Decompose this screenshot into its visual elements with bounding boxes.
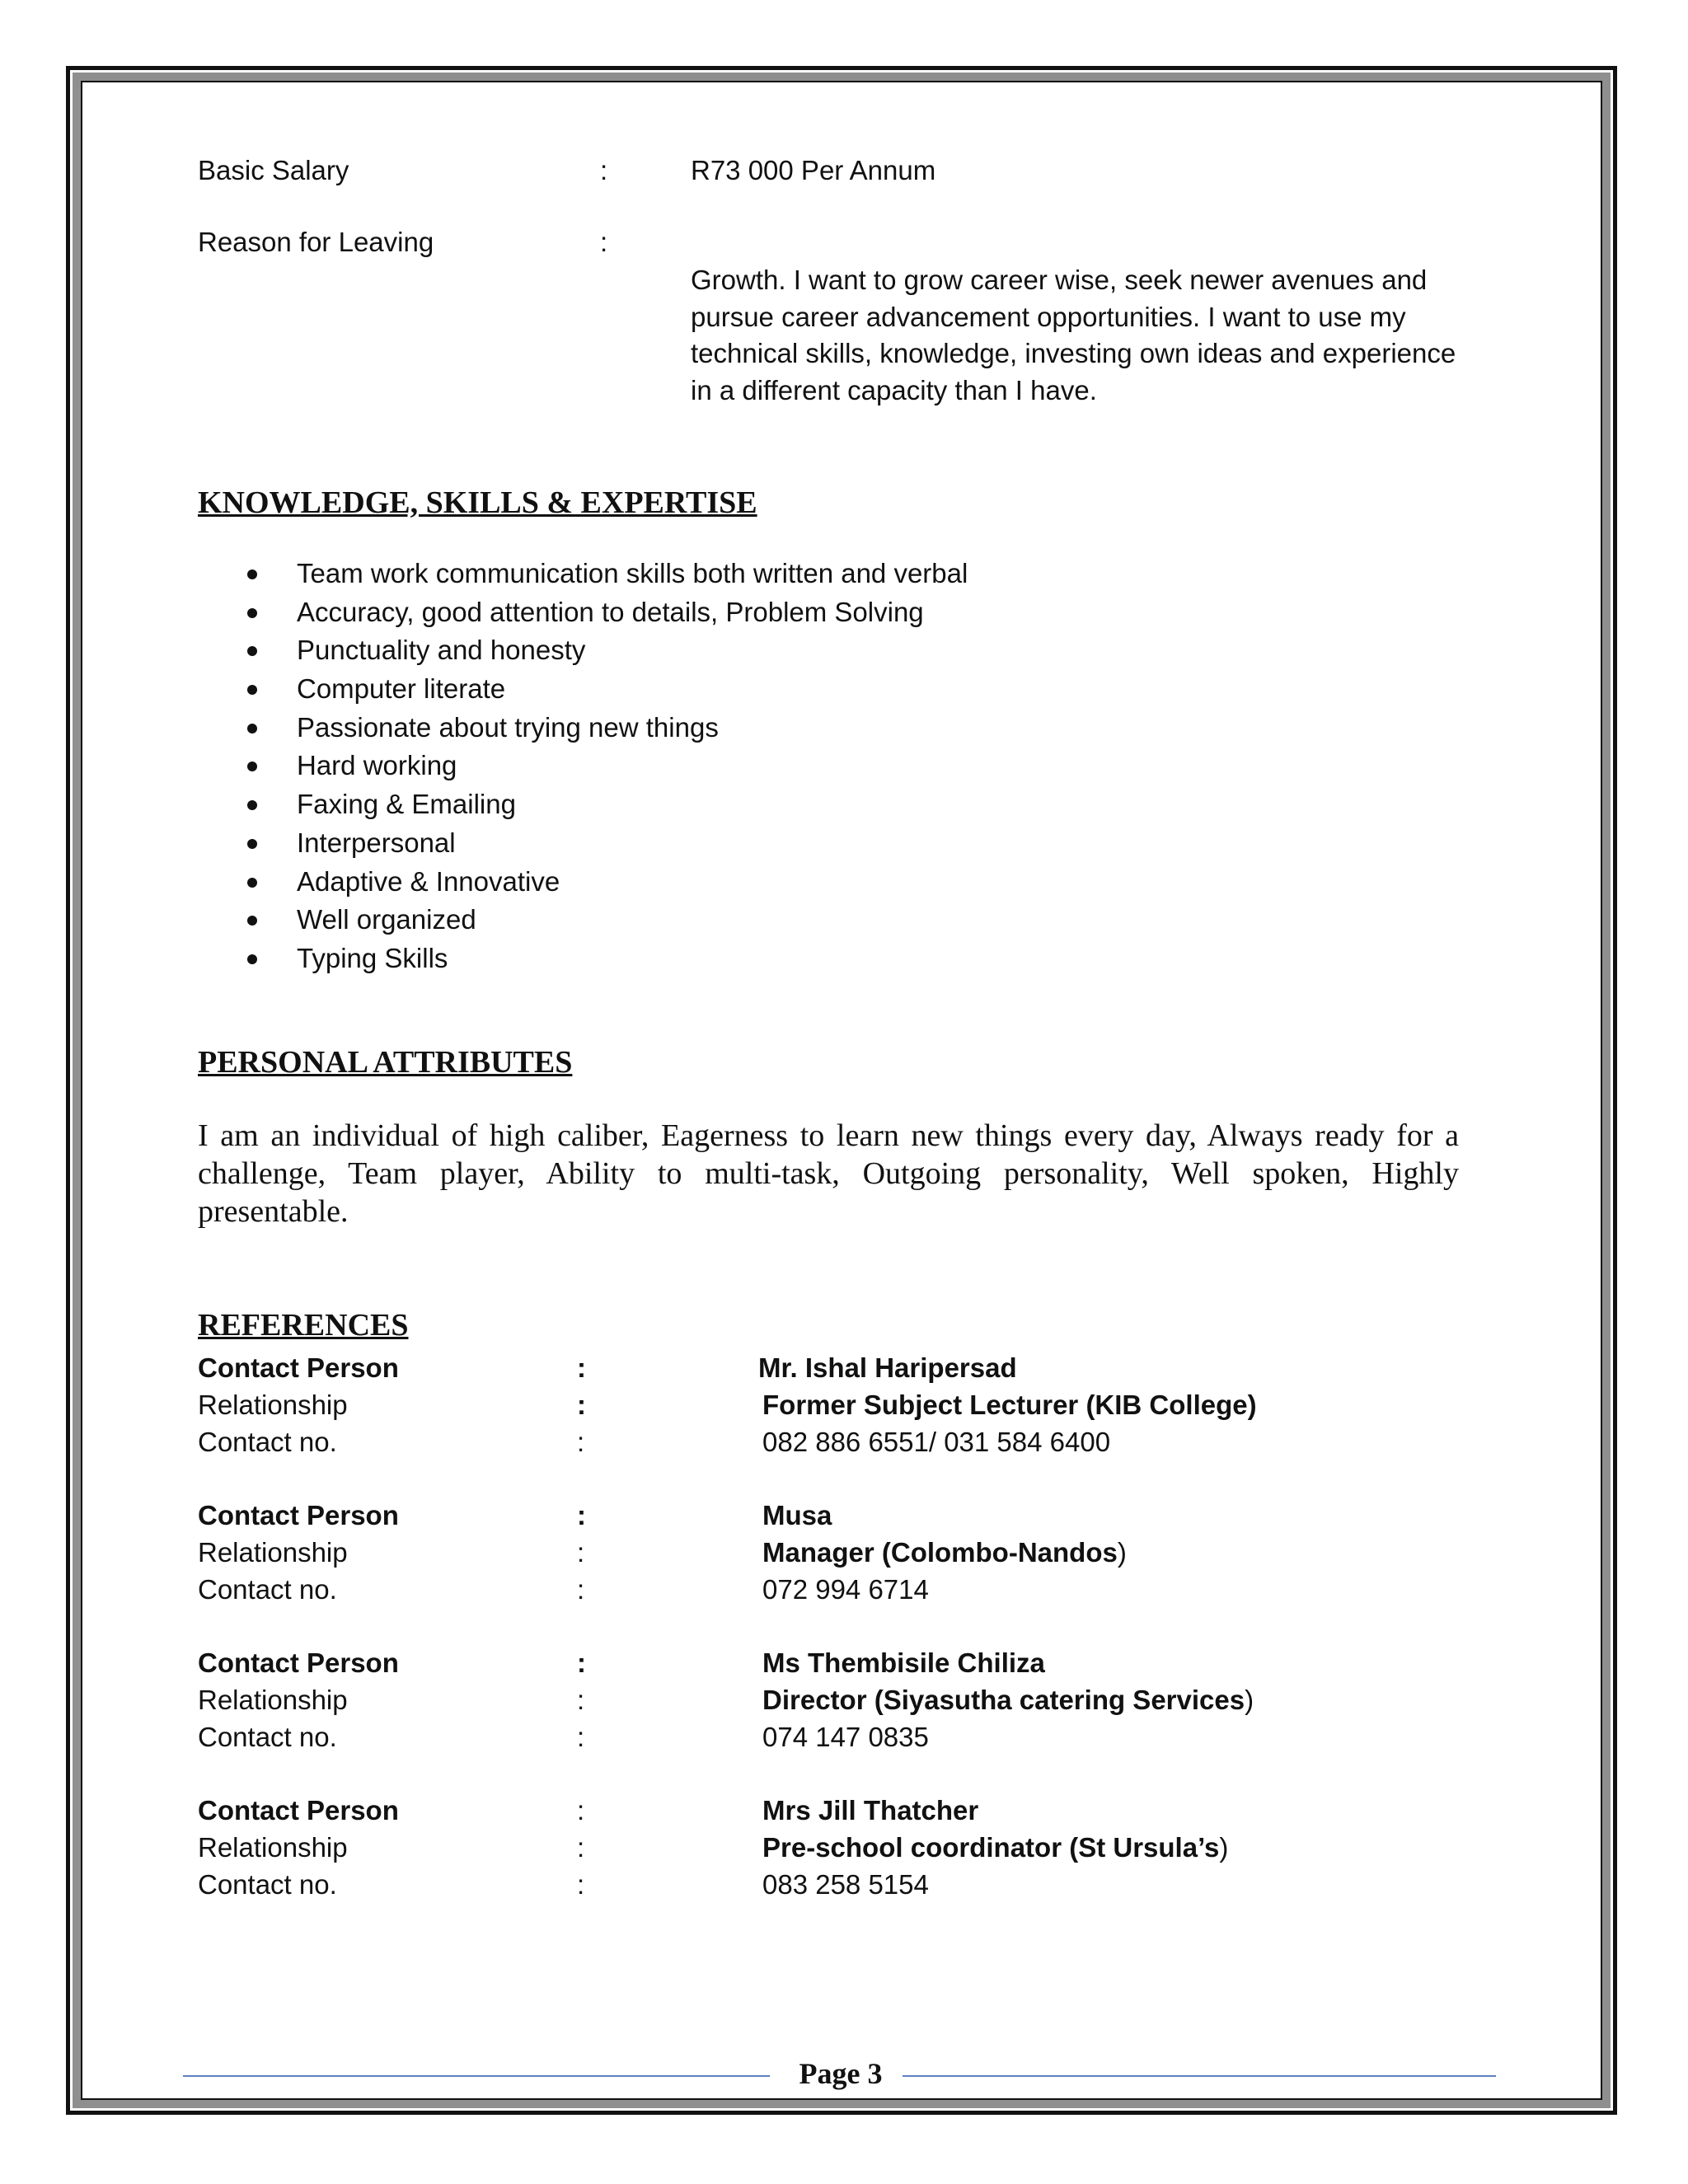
ref-contact-no-label: Contact no. bbox=[198, 1869, 337, 1900]
bullet-icon bbox=[247, 954, 257, 964]
skill-item: Passionate about trying new things bbox=[247, 709, 968, 748]
skill-item: Adaptive & Innovative bbox=[247, 863, 968, 902]
skills-heading: KNOWLEDGE, SKILLS & EXPERTISE bbox=[198, 485, 757, 520]
ref-relationship-label: Relationship bbox=[198, 1685, 348, 1715]
bullet-icon bbox=[247, 685, 257, 695]
ref-relationship: Pre-school coordinator (St Ursula’s) bbox=[762, 1832, 1229, 1863]
ref-phone: 074 147 0835 bbox=[762, 1722, 929, 1752]
ref-colon: : bbox=[577, 1647, 586, 1678]
ref-contact-person-label: Contact Person bbox=[198, 1500, 399, 1530]
skill-item: Faxing & Emailing bbox=[247, 785, 968, 824]
footer-rule-left bbox=[183, 2075, 770, 2077]
ref-colon: : bbox=[577, 1427, 585, 1457]
page-number: Page 3 bbox=[799, 2057, 883, 2090]
ref-name: Mrs Jill Thatcher bbox=[762, 1795, 979, 1825]
ref-contact-person-label: Contact Person bbox=[198, 1352, 399, 1383]
bullet-icon bbox=[247, 762, 257, 771]
reason-value: Growth. I want to grow career wise, seek newer avenues and pursue career advancement opportunities. I want to use my technical skills, knowledge, investing own ideas and experience in a different capacity than I have. bbox=[691, 265, 1456, 405]
references-heading: REFERENCES bbox=[198, 1308, 409, 1343]
reason-label: Reason for Leaving bbox=[198, 227, 434, 257]
ref-colon: : bbox=[577, 1537, 585, 1568]
ref-relationship-label: Relationship bbox=[198, 1537, 348, 1568]
ref-relationship-label: Relationship bbox=[198, 1832, 348, 1863]
ref-colon: : bbox=[577, 1869, 585, 1900]
ref-name: Mr. Ishal Haripersad bbox=[758, 1352, 1017, 1383]
bullet-icon bbox=[247, 916, 257, 926]
bullet-icon bbox=[247, 724, 257, 733]
basic-salary-label: Basic Salary bbox=[198, 155, 349, 185]
bullet-icon bbox=[247, 569, 257, 579]
skills-list bbox=[247, 555, 968, 978]
ref-colon: : bbox=[577, 1500, 586, 1530]
ref-colon: : bbox=[577, 1352, 586, 1383]
bullet-icon bbox=[247, 839, 257, 849]
ref-colon: : bbox=[577, 1574, 585, 1605]
bullet-icon bbox=[247, 878, 257, 888]
ref-phone: 082 886 6551/ 031 584 6400 bbox=[762, 1427, 1111, 1457]
ref-colon: : bbox=[577, 1390, 586, 1420]
ref-colon: : bbox=[577, 1795, 585, 1825]
skill-item: Punctuality and honesty bbox=[247, 631, 968, 670]
skill-item: Interpersonal bbox=[247, 824, 968, 863]
basic-salary-colon: : bbox=[600, 155, 608, 185]
skill-item: Team work communication skills both written and verbal bbox=[247, 555, 968, 593]
ref-contact-person-label: Contact Person bbox=[198, 1795, 399, 1825]
ref-relationship: Former Subject Lecturer (KIB College) bbox=[762, 1390, 1257, 1420]
ref-phone: 072 994 6714 bbox=[762, 1574, 929, 1605]
skill-item: Hard working bbox=[247, 747, 968, 785]
ref-colon: : bbox=[577, 1685, 585, 1715]
footer-rule-right bbox=[903, 2075, 1496, 2077]
ref-contact-no-label: Contact no. bbox=[198, 1722, 337, 1752]
ref-relationship: Manager (Colombo-Nandos) bbox=[762, 1537, 1127, 1568]
ref-relationship: Director (Siyasutha catering Services) bbox=[762, 1685, 1254, 1715]
skill-item: Accuracy, good attention to details, Problem Solving bbox=[247, 593, 968, 632]
attributes-heading: PERSONAL ATTRIBUTES bbox=[198, 1045, 573, 1080]
bullet-icon bbox=[247, 646, 257, 656]
bullet-icon bbox=[247, 800, 257, 810]
skill-item: Typing Skills bbox=[247, 940, 968, 978]
ref-contact-no-label: Contact no. bbox=[198, 1427, 337, 1457]
ref-colon: : bbox=[577, 1832, 585, 1863]
skill-item: Computer literate bbox=[247, 670, 968, 709]
ref-contact-person-label: Contact Person bbox=[198, 1647, 399, 1678]
bullet-icon bbox=[247, 608, 257, 618]
attributes-paragraph: I am an individual of high caliber, Eagerness to learn new things every day, Always ready for a challenge, Team player, Ability to multi-task, Outgoing personality, Well spoken, Highly presentable. bbox=[198, 1118, 1459, 1229]
ref-contact-no-label: Contact no. bbox=[198, 1574, 337, 1605]
reason-colon: : bbox=[600, 227, 608, 257]
skill-item: Well organized bbox=[247, 901, 968, 940]
ref-colon: : bbox=[577, 1722, 585, 1752]
ref-name: Ms Thembisile Chiliza bbox=[762, 1647, 1045, 1678]
ref-name: Musa bbox=[762, 1500, 832, 1530]
ref-phone: 083 258 5154 bbox=[762, 1869, 929, 1900]
basic-salary-value: R73 000 Per Annum bbox=[691, 155, 936, 185]
ref-relationship-label: Relationship bbox=[198, 1390, 348, 1420]
